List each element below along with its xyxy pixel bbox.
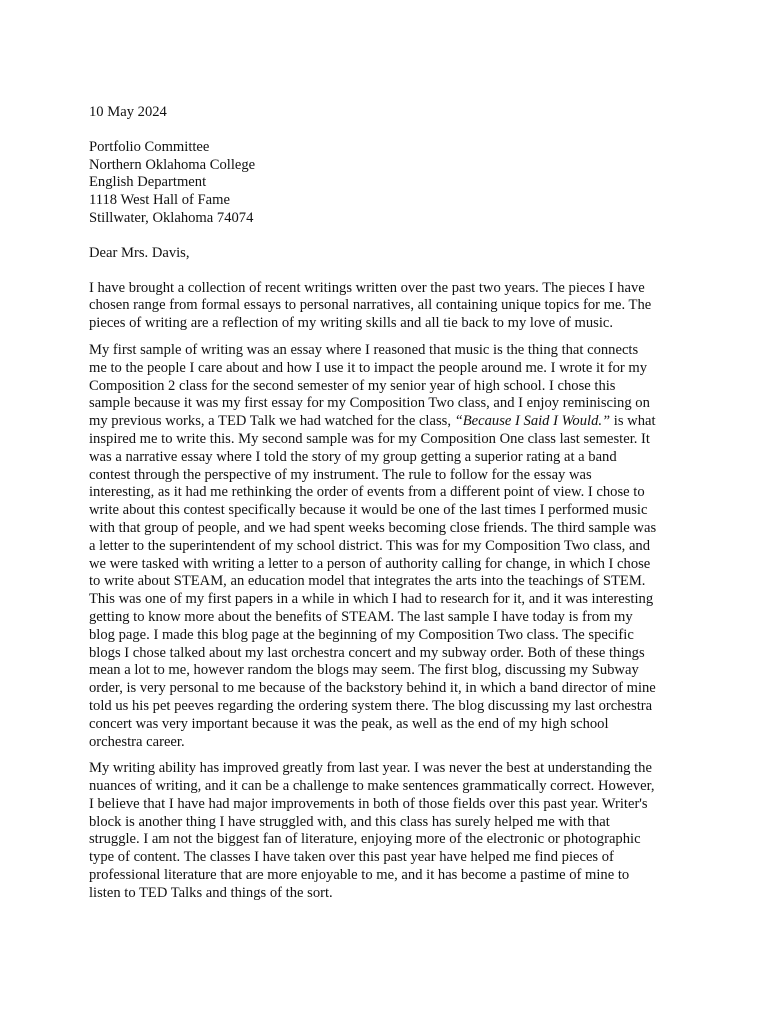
paragraph-line: to write about STEAM, an education model that integrates the arts into the teachings of STEM. [89, 573, 646, 590]
paragraph-line: My first sample of writing was an essay where I reasoned that music is the thing that connects [89, 341, 639, 358]
paragraph-line: concert was very important because it was the peak, as well as the end of my high school [89, 715, 609, 732]
recipient-line: English Department [89, 174, 207, 191]
ted-talk-title: “Because I Said I Would.” [454, 413, 611, 430]
recipient-address [89, 139, 689, 228]
letter-page [89, 104, 689, 912]
paragraph-line: was a narrative essay where I told the story of my group getting a superior rating at a band [89, 448, 617, 465]
paragraph-line: listen to TED Talks and things of the sort. [89, 884, 333, 901]
paragraph-line: I believe that I have had major improvements in both of those fields over this past year. Writer's [89, 795, 648, 812]
paragraph-line: contest through the perspective of my instrument. The rule to follow for the essay was [89, 466, 592, 483]
paragraph-line: This was one of my first papers in a while in which I had to research for it, and it was interesting [89, 591, 654, 608]
paragraph-line: write about this contest specifically because it would be one of the last times I performed music [89, 502, 648, 519]
paragraph-line: orchestra career. [89, 733, 185, 750]
letter-date: 10 May 2024 [89, 104, 167, 120]
paragraph-line: me to the people I care about and how I use it to impact the people around me. I wrote it for my [89, 359, 648, 376]
paragraph-line: blog page. I made this blog page at the beginning of my Composition Two class. The specific [89, 626, 634, 643]
paragraph-line: pieces of writing are a reflection of my writing skills and all tie back to my love of music. [89, 315, 614, 332]
body-paragraph-improvement [89, 760, 689, 902]
paragraph-line: with that group of people, and we had spent weeks becoming close friends. The third sample was [89, 519, 657, 536]
paragraph-line: getting to know more about the benefits of STEAM. The last sample I have today is from my [89, 608, 633, 625]
paragraph-line: professional literature that are more enjoyable to me, and it has become a pastime of mine to [89, 867, 630, 884]
body-paragraph-intro [89, 280, 689, 333]
paragraph-line-with-title [89, 413, 689, 431]
paragraph-line: blogs I chose talked about my last orchestra concert and my subway order. Both of these things [89, 644, 645, 661]
paragraph-line: we were tasked with writing a letter to a person of authority calling for change, in which I chose [89, 555, 651, 572]
paragraph-line: My writing ability has improved greatly from last year. I was never the best at understanding the [89, 760, 652, 777]
line-text: is what [610, 413, 656, 430]
paragraph-line: interesting, as it had me rethinking the order of events from a different point of view. I chose to [89, 484, 645, 501]
paragraph-line: told us his pet peeves regarding the ordering system there. The blog discussing my last orchestra [89, 697, 653, 714]
paragraph-line: inspired me to write this. My second sample was for my Composition One class last semester. It [89, 430, 650, 447]
line-text: my previous works, a TED Talk we had watched for the class, [89, 413, 455, 430]
recipient-line: 1118 West Hall of Fame [89, 192, 230, 209]
paragraph-line: nuances of writing, and it can be a challenge to make sentences grammatically correct. However, [89, 778, 655, 795]
paragraph-line: a letter to the superintendent of my school district. This was for my Composition Two class, and [89, 537, 651, 554]
paragraph-line: I have brought a collection of recent writings written over the past two years. The pieces I have [89, 279, 645, 296]
body-paragraph-samples [89, 342, 689, 751]
paragraph-line: chosen range from formal essays to personal narratives, all containing unique topics for me. The [89, 297, 652, 314]
recipient-line: Portfolio Committee [89, 138, 210, 155]
paragraph-line: order, is very personal to me because of the backstory behind it, in which a band director of mine [89, 680, 656, 697]
paragraph-line: struggle. I am not the biggest fan of literature, enjoying more of the electronic or photographic [89, 831, 641, 848]
recipient-line: Northern Oklahoma College [89, 156, 256, 173]
paragraph-line: sample because it was my first essay for my Composition Two class, and I enjoy reminiscing on [89, 395, 650, 412]
paragraph-line: mean a lot to me, however random the blogs may seem. The first blog, discussing my Subway [89, 662, 639, 679]
paragraph-line: Composition 2 class for the second semester of my senior year of high school. I chose this [89, 377, 616, 394]
recipient-line: Stillwater, Oklahoma 74074 [89, 209, 254, 226]
paragraph-line: type of content. The classes I have taken over this past year have helped me find pieces of [89, 849, 614, 866]
paragraph-line: block is another thing I have struggled with, and this class has surely helped me with that [89, 813, 610, 830]
salutation: Dear Mrs. Davis, [89, 244, 190, 261]
